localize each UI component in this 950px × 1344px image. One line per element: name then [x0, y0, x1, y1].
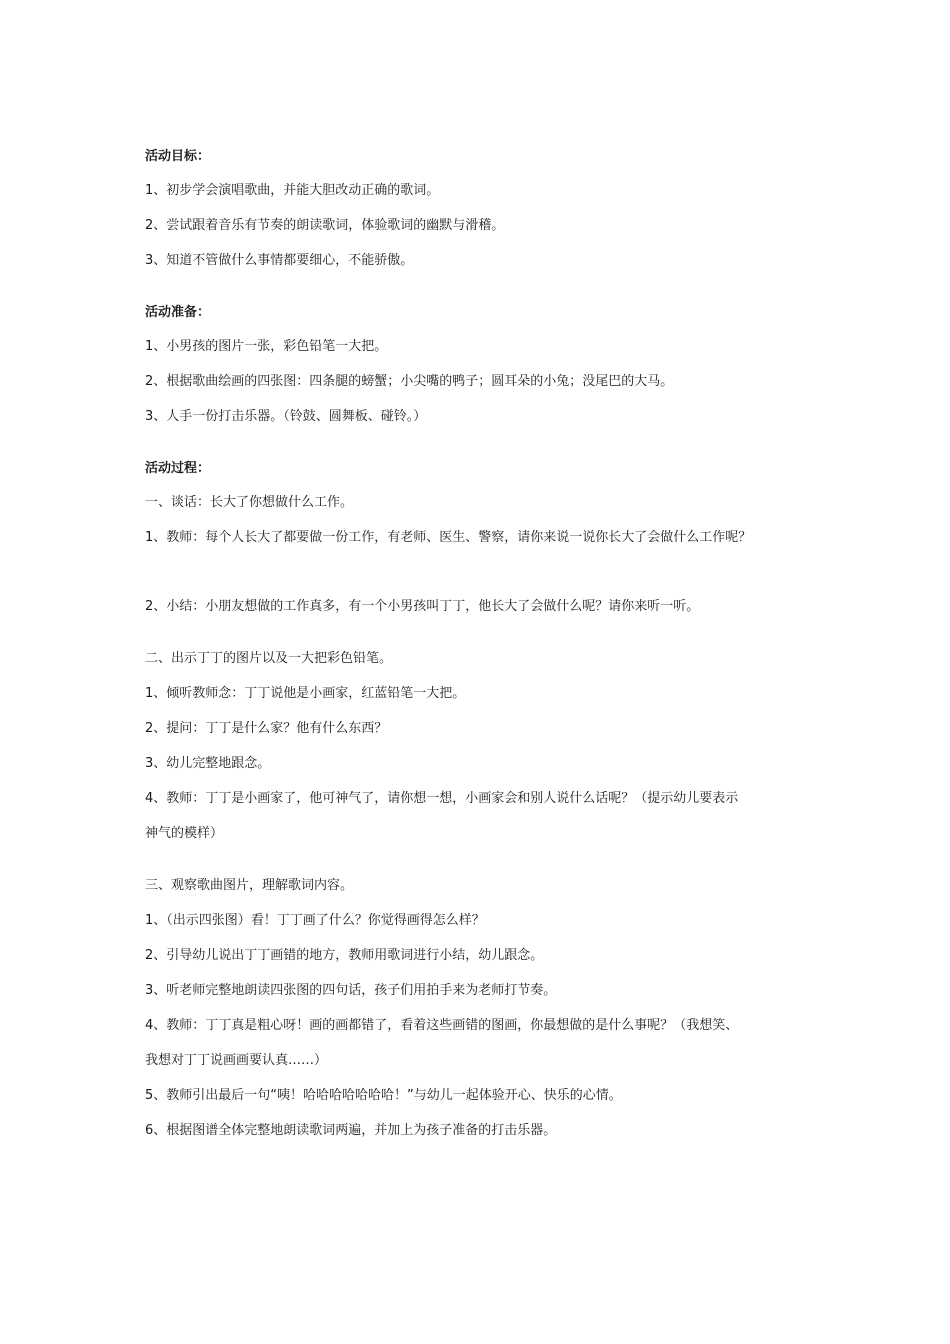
process-part2-item-4-line-2: 神气的模样） [145, 826, 224, 841]
section-heading-process: 活动过程： [145, 461, 211, 476]
goal-item-1: 1、初步学会演唱歌曲，并能大胆改动正确的歌词。 [145, 183, 440, 198]
spacer [145, 442, 825, 459]
process-part2-title: 二、出示丁丁的图片以及一大把彩色铅笔。 [145, 651, 393, 666]
process-part3-title: 三、观察歌曲图片，理解歌词内容。 [145, 878, 354, 893]
section-heading-preparation: 活动准备： [145, 305, 211, 320]
process-part3-item-4-line-2: 我想对丁丁说画画要认真……） [145, 1053, 328, 1068]
process-part1-item-2: 2、小结：小朋友想做的工作真多，有一个小男孩叫丁丁，他长大了会做什么呢？请你来听一听。 [145, 599, 700, 614]
process-part3-item-4-line-1: 4、教师：丁丁真是粗心呀！画的画都错了，看着这些画错的图画，你最想做的是什么事呢？（我想笑、 [145, 1018, 739, 1033]
process-part3-item-2: 2、引导幼儿说出丁丁画错的地方，教师用歌词进行小结，幼儿跟念。 [145, 948, 544, 963]
process-part2-item-1: 1、倾听教师念：丁丁说他是小画家，红蓝铅笔一大把。 [145, 686, 466, 701]
goal-item-2: 2、尝试跟着音乐有节奏的朗读歌词，体验歌词的幽默与滑稽。 [145, 218, 505, 233]
section-heading-goals: 活动目标： [145, 149, 211, 164]
process-part3-item-3: 3、听老师完整地朗读四张图的四句话，孩子们用拍手来为老师打节奏。 [145, 983, 557, 998]
process-part2-item-3: 3、幼儿完整地跟念。 [145, 756, 271, 771]
preparation-item-2: 2、根据歌曲绘画的四张图：四条腿的螃蟹；小尖嘴的鸭子；圆耳朵的小兔；没尾巴的大马。 [145, 374, 674, 389]
spacer [145, 286, 825, 303]
spacer [145, 632, 825, 649]
preparation-item-3: 3、人手一份打击乐器。（铃鼓、圆舞板、碰铃。） [145, 409, 427, 424]
goal-item-3: 3、知道不管做什么事情都要细心，不能骄傲。 [145, 253, 414, 268]
process-part3-item-5: 5、教师引出最后一句“咦！哈哈哈哈哈哈哈！”与幼儿一起体验开心、快乐的心情。 [145, 1088, 622, 1103]
spacer [145, 563, 825, 597]
preparation-item-1: 1、小男孩的图片一张，彩色铅笔一大把。 [145, 339, 388, 354]
process-part3-item-1: 1、（出示四张图）看！丁丁画了什么？你觉得画得怎么样？ [145, 913, 485, 928]
spacer [145, 859, 825, 876]
process-part2-item-4-line-1: 4、教师：丁丁是小画家了，他可神气了，请你想一想，小画家会和别人说什么话呢？（提示幼儿要表示 [145, 791, 739, 806]
process-part1-title: 一、谈话：长大了你想做什么工作。 [145, 495, 354, 510]
process-part2-item-2: 2、提问：丁丁是什么家？他有什么东西？ [145, 721, 388, 736]
process-part3-item-6: 6、根据图谱全体完整地朗读歌词两遍，并加上为孩子准备的打击乐器。 [145, 1123, 557, 1138]
document-body [145, 147, 825, 1156]
process-part1-item-1: 1、教师：每个人长大了都要做一份工作，有老师、医生、警察，请你来说一说你长大了会做什么工作呢？ [145, 530, 752, 545]
